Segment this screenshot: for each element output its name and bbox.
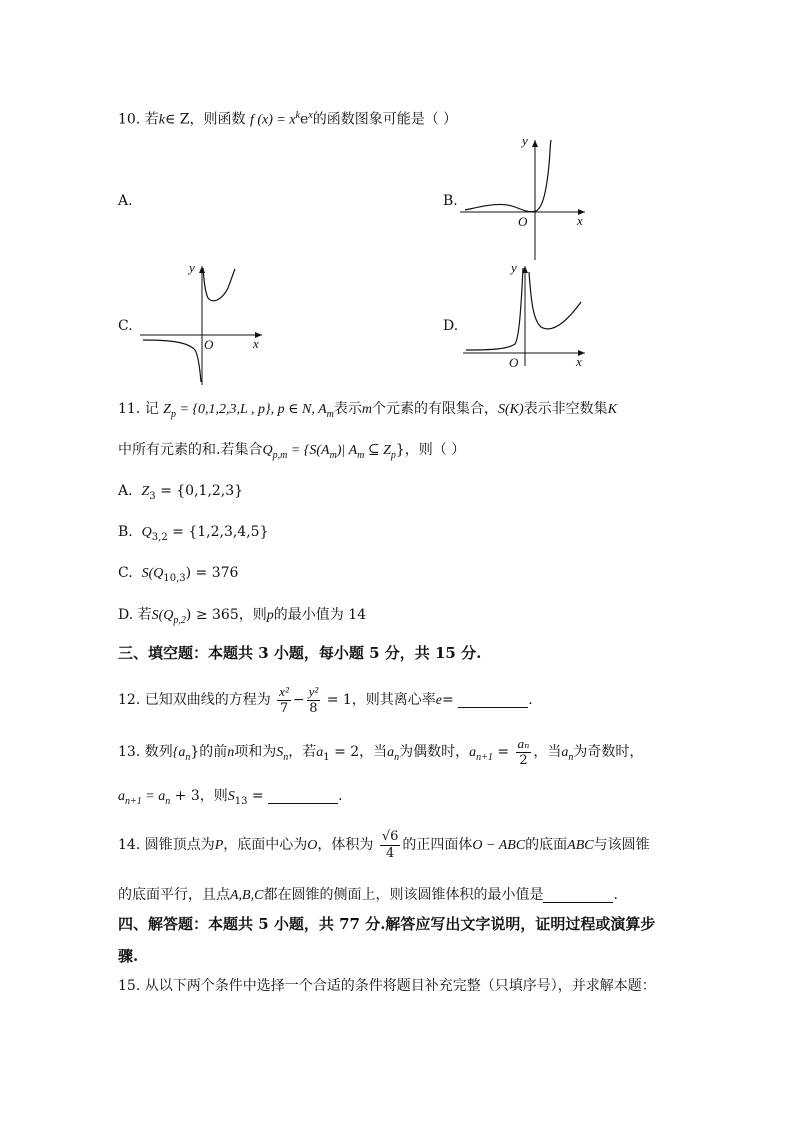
q10-graph-b <box>460 135 595 260</box>
q10-option-d-label: D. <box>443 318 459 334</box>
q12-fraction-y: $\frac{\text{y²}}{8}$ <box>308 683 319 716</box>
q10-option-b-label: B. <box>443 193 458 209</box>
q13-fraction: $\frac{\text{aₙ}}{2}$ <box>517 735 530 768</box>
q11-option-b: B. $Q_{3,2} = \{1,2,3,4,5\}$ <box>118 524 269 543</box>
section3-heading: 三、填空题：本题共 3 小题，每小题 5 分，共 15 分. <box>118 644 482 662</box>
q10-graph-c-origin-label: O <box>204 337 214 352</box>
q14-stem-line1: 14. 圆锥顶点为P，底面中心为O，体积为 $\frac{√6}{4}$ 的正四面体O − ABC的底面ABC与该圆锥 <box>118 828 650 861</box>
q13-stem-line1: 13. 数列$\{a_n\}$的前n项和为$S_n$，若$a_1 = 2$，当$a_n$为偶数时，$a_{n+1}$ = $\frac{\text{aₙ}}{2}$ ，当$a_n$为奇数时， <box>118 735 644 768</box>
q12-stem: 12. 已知双曲线的方程为 $\frac{\text{x²}}{7}$ − $\frac{\text{y²}}{8}$ = 1，则其离心率e= . <box>118 683 533 716</box>
q10-option-a-label: A. <box>118 193 133 209</box>
q14-fraction: $\frac{√6}{4}$ <box>381 828 399 861</box>
q11-option-d: D. 若$S(Q_{p,2}) \ge 365$，则p的最小值为 14 <box>118 607 367 626</box>
q10-graph-d-origin-label: O <box>509 355 519 370</box>
q10-graph-c-x-label: x <box>253 336 259 351</box>
q10-graph-d <box>463 260 593 370</box>
q10-graph-c-y-label: y <box>189 260 195 275</box>
q10-graph-d-x-label: x <box>576 354 582 369</box>
q10-graph-d-y-label: y <box>511 260 517 275</box>
section4-heading-line1: 四、解答题：本题共 5 小题，共 77 分.解答应写出文字说明，证明过程或演算步 <box>118 915 656 933</box>
q10-graph-b-y-label: y <box>522 135 528 148</box>
q14-stem-line2: 的底面平行，且点A,B,C都在圆锥的侧面上，则该圆锥体积的最小值是 . <box>118 887 618 903</box>
q11-stem-line1: 11. 记 $Z_p = \{0,1,2,3,L$ , p}, p ∈ N, $A_m$表示m个元素的有限集合，S(K)表示非空数集K <box>118 401 618 420</box>
q13-stem-line2: $a_{n+1} = a_n + 3$，则$S_{13}$ = . <box>118 788 343 807</box>
q12-fraction-x: $\frac{\text{x²}}{7}$ <box>279 683 289 716</box>
q15-stem: 15. 从以下两个条件中选择一个合适的条件将题目补充完整（只填序号），并求解本题： <box>118 978 656 994</box>
q10-option-c-label: C. <box>118 318 133 334</box>
q11-stem-line2: 中所有元素的和.若集合$Q_{p,m} = \{S(A_m)|$ $A_m$ ⊆ $Z_p$}，则（ ） <box>118 442 466 461</box>
q11-option-a: A. $Z_3 = \{0,1,2,3\}$ <box>118 483 244 502</box>
q10-graph-b-x-label: x <box>577 213 583 228</box>
q12-answer-blank[interactable] <box>458 693 528 708</box>
q10-graph-b-origin-label: O <box>518 214 528 229</box>
q10-stem: 10. 若k∈ Z，则函数 f $(x) = x^ke^x$的函数图象可能是（ ） <box>118 110 458 128</box>
q13-answer-blank[interactable] <box>268 789 338 804</box>
q11-option-c: C. $S(Q_{10,3}) = 376$ <box>118 565 239 584</box>
q10-graph-c <box>140 260 270 385</box>
q14-answer-blank[interactable] <box>543 888 613 903</box>
section4-heading-line2: 骤. <box>118 947 139 965</box>
